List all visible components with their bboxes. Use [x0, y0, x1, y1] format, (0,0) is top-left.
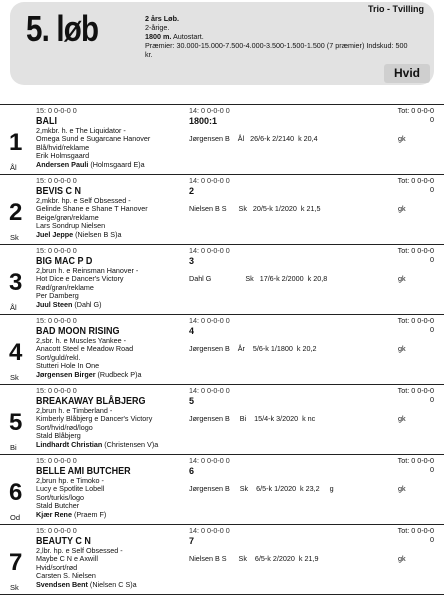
driver-name: Andersen Pauli — [36, 159, 89, 169]
pedigree-line1: 2,brun h. e Reinsman Hanover - — [36, 265, 139, 275]
post-position: 5 — [189, 395, 195, 406]
post-position: 7 — [189, 535, 195, 546]
record-line-mid: 14: 0 0-0-0 0 — [189, 176, 230, 185]
colors: Rød/grøn/reklame — [36, 282, 94, 292]
pedigree-line1: 2,sbr. h. e Muscles Yankee - — [36, 335, 127, 345]
total-record: Tot: 0 0-0-0 — [397, 456, 434, 465]
record-line: 15: 0 0-0-0 0 — [36, 246, 77, 255]
race-class: 2 års Løb. — [145, 14, 179, 23]
recent-form — [189, 527, 389, 546]
horse-entry — [0, 245, 444, 315]
colors: Hvid/sort/rød — [36, 562, 78, 572]
total-record: Tot: 0 0-0-0 — [397, 526, 434, 535]
trainer: (Dahl G) — [72, 299, 102, 309]
total-earnings: 0 — [430, 464, 434, 474]
track-code: Sk — [10, 233, 19, 242]
horse-entry — [0, 104, 444, 175]
last-race: Dahl G Sk 17/6-k 2/2000 k 20,8 — [189, 274, 328, 283]
recent-form — [189, 457, 389, 476]
colors: Beige/grøn/reklame — [36, 212, 99, 222]
driver-name: Juel Jeppe — [36, 229, 74, 239]
horse-name: BREAKAWAY BLÅBJERG — [36, 395, 146, 407]
gk-mark: gk — [398, 134, 406, 143]
last-race: Jørgensen B År 5/6-k 1/1800 k 20,2 — [189, 344, 317, 353]
driver-name: Kjær Rene — [36, 509, 72, 519]
start-number: 7 — [9, 549, 23, 576]
pedigree-line1: 2,mkbr. h. e The Liquidator - — [36, 125, 126, 135]
gk-mark: gk — [398, 204, 406, 213]
total-stats — [398, 177, 434, 194]
last-race: Jørgensen B Bi 15/4-k 3/2020 k nc — [189, 414, 316, 423]
colors: Sort/hvid/rød/logo — [36, 422, 93, 432]
colors: Sort/guld/rekl. — [36, 352, 81, 362]
color-badge: Hvid — [384, 64, 430, 83]
total-stats — [398, 247, 434, 264]
horse-entry — [0, 525, 444, 595]
horse-name: BEVIS C N — [36, 185, 82, 197]
driver-name: Jørgensen Birger — [36, 369, 96, 379]
record-line-mid: 14: 0 0-0-0 0 — [189, 386, 230, 395]
horse-details — [36, 457, 196, 520]
race-age: 2-årige. — [145, 23, 170, 32]
trainer: (Rudbeck P)a — [95, 369, 142, 379]
owner: Stutteri Hole In One — [36, 361, 100, 371]
record-line-mid: 14: 0 0-0-0 0 — [189, 106, 230, 115]
recent-form — [189, 247, 389, 266]
last-race: Jørgensen B Ål 26/6-k 2/2140 k 20,4 — [189, 134, 318, 143]
gk-mark: gk — [398, 274, 406, 283]
record-line: 15: 0 0-0-0 0 — [36, 386, 77, 395]
total-earnings: 0 — [430, 254, 434, 264]
pedigree-line2: Lucy e Spotlite Lobell — [36, 484, 105, 494]
colors: Blå/hvid/reklame — [36, 142, 90, 152]
last-race: Nielsen B S Sk 20/5-k 1/2020 k 21,5 — [189, 204, 321, 213]
race-title: 5. løb — [26, 8, 99, 49]
owner: Erik Holmsgaard — [36, 151, 90, 161]
record-line-mid: 14: 0 0-0-0 0 — [189, 246, 230, 255]
horse-name: BELLE AMI BUTCHER — [36, 465, 131, 477]
post-position: 6 — [189, 465, 195, 476]
owner: Per Damberg — [36, 291, 79, 301]
trainer: (Nielsen C S)a — [87, 579, 137, 589]
entries-list — [0, 104, 444, 595]
post-position: 4 — [189, 325, 195, 336]
race-start: Autostart. — [172, 32, 204, 41]
total-earnings: 0 — [430, 114, 434, 124]
game-type: Trio - Tvilling — [368, 4, 424, 14]
track-code: Sk — [10, 373, 19, 382]
race-prizes: Præmier: 30.000-15.000-7.500-4.000-3.500-1.500-1.500 (7 præmier) Indskud: 500 kr. — [145, 41, 408, 59]
track-code: Sk — [10, 583, 19, 592]
last-race: Nielsen B S Sk 6/5-k 2/2020 k 21,9 — [189, 554, 319, 563]
owner: Lars Sondrup Nielsen — [36, 221, 106, 231]
pedigree-line2: Kimberly Blåbjerg e Dancer's Victory — [36, 414, 153, 424]
owner: Stald Blåbjerg — [36, 431, 81, 441]
horse-name: BALI — [36, 115, 58, 127]
colors: Sort/turkis/logo — [36, 492, 84, 502]
owner: Carsten S. Nielsen — [36, 571, 96, 581]
total-record: Tot: 0 0-0-0 — [397, 106, 434, 115]
total-earnings: 0 — [430, 534, 434, 544]
pedigree-line1: 2,brun h. e Timberland - — [36, 405, 113, 415]
horse-entry — [0, 175, 444, 245]
horse-details — [36, 177, 196, 240]
driver-name: Juul Steen — [36, 299, 73, 309]
gk-mark: gk — [398, 484, 406, 493]
total-record: Tot: 0 0-0-0 — [397, 176, 434, 185]
total-record: Tot: 0 0-0-0 — [397, 246, 434, 255]
driver-name: Lindhardt Christian — [36, 439, 103, 449]
pedigree-line2: Hot Dice e Dancer's Victory — [36, 274, 124, 284]
record-line: 15: 0 0-0-0 0 — [36, 106, 77, 115]
race-info — [145, 14, 415, 59]
track-code: Od — [10, 513, 21, 522]
pedigree-line2: Omega Sund e Sugarcane Hanover — [36, 134, 151, 144]
recent-form — [189, 107, 389, 126]
start-number: 2 — [9, 199, 23, 226]
pedigree-line1: 2,mkbr. hp. e Self Obsessed - — [36, 195, 131, 205]
horse-name: BAD MOON RISING — [36, 325, 120, 337]
post-position: 3 — [189, 255, 195, 266]
track-code: Ål — [10, 163, 17, 172]
pedigree-line2: Anacott Steel e Meadow Road — [36, 344, 134, 354]
horse-details — [36, 527, 196, 590]
record-line: 15: 0 0-0-0 0 — [36, 456, 77, 465]
total-stats — [398, 457, 434, 474]
record-line: 15: 0 0-0-0 0 — [36, 316, 77, 325]
horse-entry — [0, 315, 444, 385]
pedigree-line1: 2,brun hp. e Timoko - — [36, 475, 104, 485]
total-stats — [398, 107, 434, 124]
horse-name: BEAUTY C N — [36, 535, 91, 547]
pedigree-line2: Gelinde Shane e Shane T Hanover — [36, 204, 148, 214]
gk-mark: gk — [398, 554, 406, 563]
post-position: 1800:1 — [189, 115, 218, 126]
total-record: Tot: 0 0-0-0 — [397, 316, 434, 325]
record-line: 15: 0 0-0-0 0 — [36, 526, 77, 535]
start-number: 6 — [9, 479, 23, 506]
total-earnings: 0 — [430, 324, 434, 334]
recent-form — [189, 177, 389, 196]
pedigree-line1: 2,lbr. hp. e Self Obsessed - — [36, 545, 123, 555]
start-number: 5 — [9, 409, 23, 436]
recent-form — [189, 387, 389, 406]
track-code: Ål — [10, 303, 17, 312]
horse-name: BIG MAC P D — [36, 255, 93, 267]
trainer: (Nielsen B S)a — [73, 229, 122, 239]
track-code: Bi — [10, 443, 17, 452]
horse-entry — [0, 385, 444, 455]
total-earnings: 0 — [430, 394, 434, 404]
race-distance: 1800 m. — [145, 32, 172, 41]
trainer: (Holmsgaard E)a — [88, 159, 145, 169]
pedigree-line2: Maybe C N e Axwill — [36, 554, 98, 564]
gk-mark: gk — [398, 344, 406, 353]
horse-details — [36, 387, 196, 450]
total-stats — [398, 317, 434, 334]
total-stats — [398, 387, 434, 404]
owner: Stald Butcher — [36, 501, 80, 511]
total-stats — [398, 527, 434, 544]
recent-form — [189, 317, 389, 336]
record-line-mid: 14: 0 0-0-0 0 — [189, 456, 230, 465]
start-number: 4 — [9, 339, 23, 366]
race-header — [10, 2, 434, 85]
driver-name: Svendsen Bent — [36, 579, 88, 589]
record-line-mid: 14: 0 0-0-0 0 — [189, 316, 230, 325]
record-line-mid: 14: 0 0-0-0 0 — [189, 526, 230, 535]
horse-entry — [0, 455, 444, 525]
total-record: Tot: 0 0-0-0 — [397, 386, 434, 395]
horse-details — [36, 107, 196, 170]
last-race: Jørgensen B Sk 6/5-k 1/2020 k 23,2 g — [189, 484, 334, 493]
post-position: 2 — [189, 185, 195, 196]
gk-mark: gk — [398, 414, 406, 423]
horse-details — [36, 317, 196, 380]
start-number: 3 — [9, 269, 23, 296]
record-line: 15: 0 0-0-0 0 — [36, 176, 77, 185]
horse-details — [36, 247, 196, 310]
trainer: (Christensen V)a — [102, 439, 159, 449]
total-earnings: 0 — [430, 184, 434, 194]
trainer: (Praem F) — [71, 509, 107, 519]
start-number: 1 — [9, 129, 23, 156]
